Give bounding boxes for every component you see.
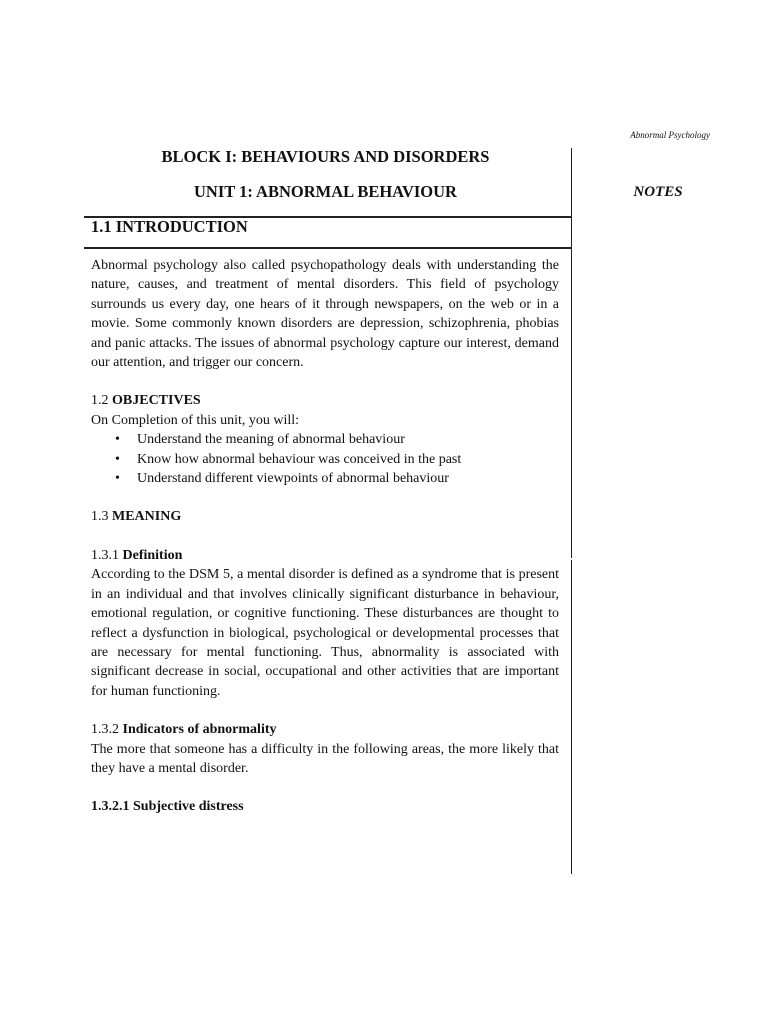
list-item-text: Know how abnormal behaviour was conceived in the past (137, 451, 462, 467)
definition-title: Definition (122, 547, 183, 563)
intro-heading: 1.1 INTRODUCTION (91, 217, 248, 236)
heading-rule-bottom (84, 247, 571, 249)
meaning-heading (91, 507, 559, 526)
list-item (115, 450, 559, 469)
list-item (115, 430, 559, 449)
definition-heading (91, 546, 559, 565)
list-item-text: Understand the meaning of abnormal behaviour (137, 432, 405, 448)
spacer (91, 372, 559, 391)
list-item (115, 469, 559, 488)
spacer (91, 701, 559, 720)
running-title: Abnormal Psychology (630, 130, 710, 140)
indicators-heading (91, 720, 559, 739)
spacer (91, 527, 559, 546)
indicators-number: 1.3.2 (91, 722, 119, 738)
bullet-icon: • (115, 451, 120, 467)
subjective-heading (91, 797, 559, 816)
subjective-title: 1.3.2.1 Subjective distress (91, 799, 244, 815)
intro-paragraph: Abnormal psychology also called psychopathology deals with understanding the nature, causes, and treatment of mental disorders. This field of psychology surrounds us every day, one hears of it through newspapers, on the web or in a movie. Some commonly known disorders are depression, schizophrenia, phobias and panic attacks. The issues of abnormal psychology capture our interest, demand our attention, and trigger our concern. (91, 258, 559, 371)
body-content (91, 256, 559, 817)
objectives-number: 1.2 (91, 393, 109, 409)
meaning-title: MEANING (112, 509, 182, 525)
unit-title: UNIT 1: ABNORMAL BEHAVIOUR (194, 182, 457, 201)
bullet-icon: • (115, 432, 120, 448)
objectives-heading (91, 391, 559, 410)
objectives-list (91, 430, 559, 488)
notes-label: NOTES (633, 184, 683, 200)
objectives-lead: On Completion of this unit, you will: (91, 412, 300, 428)
meaning-number: 1.3 (91, 509, 109, 525)
bullet-icon: • (115, 471, 120, 487)
block-title: BLOCK I: BEHAVIOURS AND DISORDERS (161, 147, 490, 166)
margin-rule-lower (571, 560, 572, 874)
spacer (91, 778, 559, 797)
spacer (91, 488, 559, 507)
indicators-title: Indicators of abnormality (122, 722, 277, 738)
margin-rule-upper (571, 148, 572, 558)
indicators-paragraph: The more that someone has a difficulty in the following areas, the more likely that they have a mental disorder. (91, 741, 559, 776)
definition-number: 1.3.1 (91, 547, 119, 563)
objectives-title: OBJECTIVES (112, 393, 201, 409)
definition-paragraph: According to the DSM 5, a mental disorder is defined as a syndrome that is present in an individual and that involves clinically significant disturbance in behaviour, emotional regulation, or cognitive functioning. These disturbances are thought to reflect a dysfunction in biological, psychological or developmental processes that are necessary for mental functioning. Thus, abnormality is associated with significant decrease in social, occupational and other activities that are important for human functioning. (91, 567, 559, 699)
list-item-text: Understand different viewpoints of abnormal behaviour (137, 471, 449, 487)
